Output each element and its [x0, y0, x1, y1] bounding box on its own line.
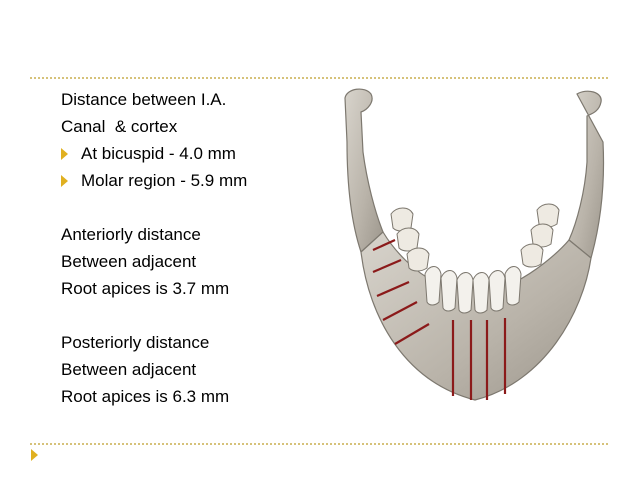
posterior-line-2: Between adjacent [61, 360, 197, 379]
mandible-svg [325, 82, 625, 412]
corner-arrow-icon [31, 449, 38, 461]
spacer [61, 194, 361, 221]
bullet-item [61, 140, 361, 167]
anterior-line-1: Anteriorly distance [61, 225, 201, 244]
mandible-body [361, 232, 591, 400]
intro-line-2: Canal & cortex [61, 117, 178, 136]
left-condyle [345, 89, 383, 252]
slide-body-text [61, 86, 361, 410]
mandible-illustration [325, 82, 625, 412]
bullet-item [61, 167, 361, 194]
bullet-text: At bicuspid - 4.0 mm [81, 144, 236, 163]
intro-line-1: Distance between I.A. [61, 90, 227, 109]
right-condyle [569, 91, 604, 258]
anterior-line-2: Between adjacent [61, 252, 197, 271]
top-divider [30, 77, 608, 79]
spacer [61, 302, 361, 329]
anterior-line-3: Root apices is 3.7 mm [61, 279, 230, 298]
bullet-text: Molar region - 5.9 mm [81, 171, 248, 190]
bottom-divider [30, 443, 608, 445]
posterior-line-3: Root apices is 6.3 mm [61, 387, 230, 406]
triangle-bullet-icon [61, 148, 68, 160]
triangle-bullet-icon [61, 175, 68, 187]
posterior-line-1: Posteriorly distance [61, 333, 210, 352]
